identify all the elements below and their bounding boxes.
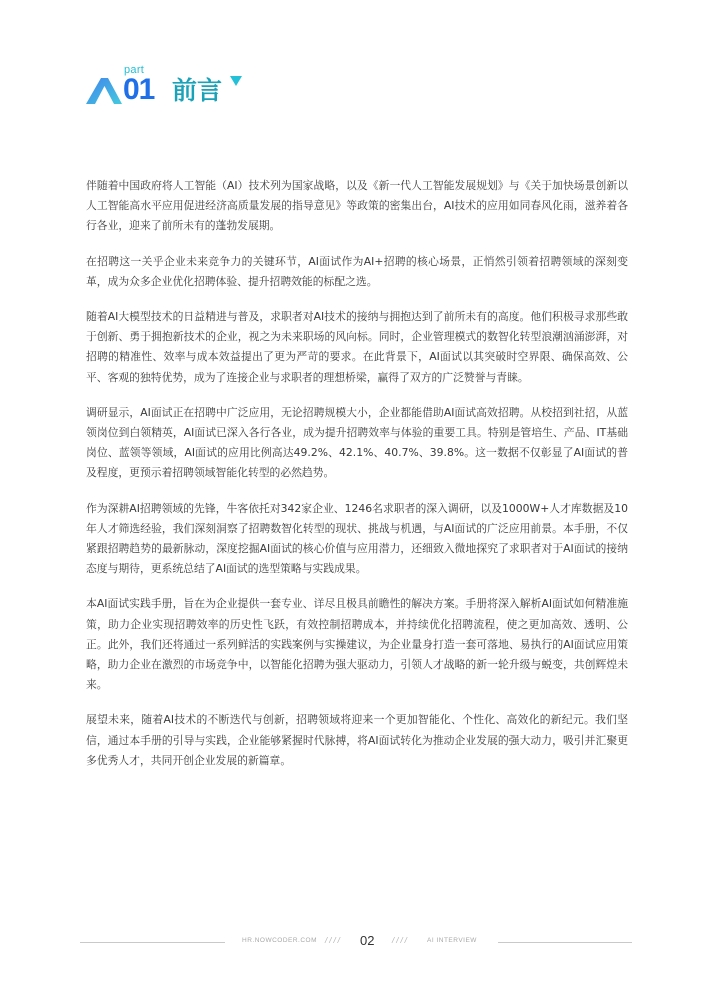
page-footer	[80, 932, 632, 952]
part-number: 01	[123, 73, 155, 106]
part-a-logo-icon	[84, 76, 124, 106]
preface-body	[86, 176, 628, 786]
paragraph-6: 本AI面试实践手册，旨在为企业提供一套专业、详尽且极具前瞻性的解决方案。手册将深入解析AI面试如何精准施策，助力企业实现招聘效率的历史性飞跃，有效控制招聘成本，并持续优化招聘流程，使之更加高效、透明、公正。此外，我们还将通过一系列鲜活的实践案例与实操建议，为企业量身打造一套可落地、易执行的AI面试应用策略，助力企业在激烈的市场竞争中，以智能化招聘为强大驱动力，引领人才战略的新一轮升级与蜕变，共创辉煌未来。	[86, 597, 628, 692]
paragraph-2: 在招聘这一关乎企业未来竞争力的关键环节，AI面试作为AI+招聘的核心场景，正悄然引领着招聘领域的深刻变革，成为众多企业优化招聘体验、提升招聘效能的标配之选。	[86, 254, 628, 288]
part-label: part	[124, 64, 145, 76]
footer-divider-right	[498, 942, 632, 943]
paragraph-5: 作为深耕AI招聘领域的先锋，牛客依托对342家企业、1246名求职者的深入调研，以及1000W+人才库数据及10年人才筛选经验，我们深刻洞察了招聘数智化转型的现状、挑战与机遇，与AI面试的广泛应用前景。本手册，不仅紧跟招聘趋势的最新脉动，深度挖掘AI面试的核心价值与应用潜力，还细致入微地探究了求职者对于AI面试的接纳态度与期待，更系统总结了AI面试的选型策略与实践成果。	[86, 501, 628, 576]
footer-label: AI INTERVIEW	[427, 937, 477, 944]
footer-slashes-left: ////	[325, 936, 342, 945]
page-number: 02	[360, 933, 375, 948]
footer-site-url: HR.NOWCODER.COM	[242, 937, 318, 944]
paragraph-3: 随着AI大模型技术的日益精进与普及，求职者对AI技术的接纳与拥抱达到了前所未有的高度。他们积极寻求那些敢于创新、勇于拥抱新技术的企业，视之为未来职场的风向标。同时，企业管理模式的数智化转型浪潮汹涌澎湃，对招聘的精准性、效率与成本效益提出了更为严苛的要求。在此背景下，AI面试以其突破时空界限、确保高效、公平、客观的独特优势，成为了连接企业与求职者的理想桥梁，赢得了双方的广泛赞誉与青睐。	[86, 310, 628, 384]
paragraph-1: 伴随着中国政府将人工智能（AI）技术列为国家战略，以及《新一代人工智能发展规划》与《关于加快场景创新以人工智能高水平应用促进经济高质量发展的指导意见》等政策的密集出台，AI技术的应用如同春风化雨，滋养着各行各业，迎来了前所未有的蓬勃发展期。	[86, 179, 628, 233]
page-title: 前言	[172, 76, 223, 105]
footer-divider-left	[80, 942, 225, 943]
paragraph-4: 调研显示，AI面试正在招聘中广泛应用，无论招聘规模大小，企业都能借助AI面试高效招聘。从校招到社招，从蓝领岗位到白领精英，AI面试已深入各行各业，成为提升招聘效率与体验的重要工具。特别是管培生、产品、IT基础岗位、蓝领等领域，AI面试的应用比例高达49.2%、42.1%、40.7%、39.8%。这一数据不仅彰显了AI面试的普及程度，更预示着招聘领域智能化转型的必然趋势。	[86, 405, 628, 480]
footer-slashes-right: ////	[392, 936, 409, 945]
section-header	[84, 62, 284, 112]
triangle-accent-icon	[230, 76, 242, 86]
paragraph-7: 展望未来，随着AI技术的不断迭代与创新，招聘领域将迎来一个更加智能化、个性化、高效化的新纪元。我们坚信，通过本手册的引导与实践，企业能够紧握时代脉搏，将AI面试转化为推动企业发展的强大动力，吸引并汇聚更多优秀人才，共同开创企业发展的新篇章。	[86, 713, 628, 767]
